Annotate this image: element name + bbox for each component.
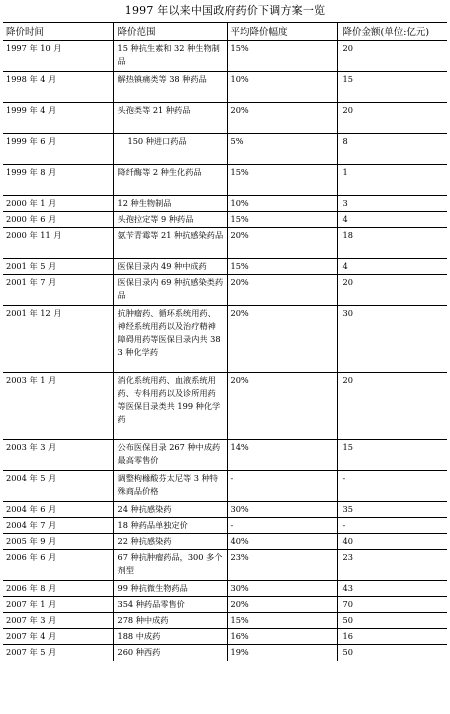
cell-scope: 354 种药品零售价 <box>113 597 227 613</box>
cell-time: 1999 年 8 月 <box>3 165 113 196</box>
cell-amount: 4 <box>337 259 447 275</box>
header-time: 降价时间 <box>3 23 113 41</box>
cell-amount: 50 <box>337 613 447 629</box>
cell-time: 2007 年 5 月 <box>6 647 57 657</box>
cell-time: 2007 年 3 月 <box>3 613 113 629</box>
table-row <box>3 373 447 440</box>
table-row <box>3 212 447 228</box>
table-row <box>3 502 447 518</box>
table-row <box>3 518 447 534</box>
cell-average-cut: 10% <box>227 196 337 212</box>
table-row <box>3 471 447 502</box>
cell-average-cut: - <box>227 471 337 502</box>
cell-average-cut: 15% <box>227 212 337 228</box>
cell-amount: 20 <box>337 103 447 134</box>
cell-amount: 20 <box>337 41 447 72</box>
cell-average-cut: 19% <box>230 647 249 657</box>
cell-time: 2001 年 12 月 <box>3 306 113 373</box>
cell-time: 1998 年 4 月 <box>3 72 113 103</box>
cell-average-cut: 5% <box>227 134 337 165</box>
cell-scope: 67 种抗肿瘤药品，300 多个剂型 <box>113 550 227 581</box>
table-row <box>3 629 447 645</box>
cell-amount: 20 <box>337 275 447 306</box>
cell-scope: 公布医保目录 267 种中成药最高零售价 <box>113 440 227 471</box>
cell-time: 2000 年 1 月 <box>3 196 113 212</box>
cell-scope: 降纤酶等 2 种生化药品 <box>113 165 227 196</box>
cell-amount: 1 <box>337 165 447 196</box>
cell-average-cut: 14% <box>227 440 337 471</box>
cell-amount: 3 <box>337 196 447 212</box>
table-row <box>3 134 447 165</box>
cell-scope: 解热镇痛类等 38 种药品 <box>113 72 227 103</box>
cell-average-cut: 16% <box>227 629 337 645</box>
table-row <box>3 581 447 597</box>
cell-scope: 调整枸橼酸芬太尼等 3 种特殊商品价格 <box>113 471 227 502</box>
cell-scope: 抗肿瘤药、循环系统用药、神经系统用药以及治疗精神障碍用药等医保目录内共 383 种化学药 <box>113 306 227 373</box>
cell-scope: 15 种抗生素和 32 种生物制品 <box>113 41 227 72</box>
header-average-cut: 平均降价幅度 <box>227 23 337 41</box>
cell-amount: 4 <box>337 212 447 228</box>
cell-scope: 18 种药品单独定价 <box>113 518 227 534</box>
cell-scope: 260 种西药 <box>113 645 227 661</box>
cell-time: 2005 年 9 月 <box>3 534 113 550</box>
cell-average-cut: - <box>227 518 337 534</box>
table-row <box>3 534 447 550</box>
cell-time: 2007 年 4 月 <box>3 629 113 645</box>
cell-amount: 15 <box>337 440 447 471</box>
table-row <box>3 228 447 259</box>
table-header-row <box>3 23 447 41</box>
table-row <box>3 72 447 103</box>
table-row <box>3 259 447 275</box>
cell-time: 2003 年 1 月 <box>3 373 113 440</box>
table-row <box>3 41 447 72</box>
cell-amount: 43 <box>337 581 447 597</box>
cell-time: 2000 年 11 月 <box>3 228 113 259</box>
table-row <box>3 550 447 581</box>
cell-scope: 医保目录内 49 种中成药 <box>113 259 227 275</box>
cell-amount: 8 <box>337 134 447 165</box>
cell-average-cut: 20% <box>227 103 337 134</box>
cell-time: 1997 年 10 月 <box>3 41 113 72</box>
cell-average-cut: 30% <box>227 581 337 597</box>
cell-average-cut: 10% <box>227 72 337 103</box>
cell-amount: 30 <box>337 306 447 373</box>
cell-amount: 40 <box>337 534 447 550</box>
cell-time: 2001 年 5 月 <box>3 259 113 275</box>
cell-average-cut: 20% <box>227 228 337 259</box>
cell-scope: 188 中成药 <box>113 629 227 645</box>
table-row <box>3 196 447 212</box>
cell-average-cut: 20% <box>227 597 337 613</box>
cell-average-cut: 15% <box>227 613 337 629</box>
cell-time: 2004 年 7 月 <box>3 518 113 534</box>
cell-amount: 18 <box>337 228 447 259</box>
table-row <box>3 103 447 134</box>
price-cut-table <box>3 22 447 661</box>
cell-amount: - <box>337 471 447 502</box>
cell-time: 2006 年 6 月 <box>3 550 113 581</box>
table-row <box>3 275 447 306</box>
cell-amount: 15 <box>337 72 447 103</box>
cell-scope: 22 种抗感染药 <box>113 534 227 550</box>
cell-time: 2004 年 5 月 <box>3 471 113 502</box>
cell-amount: 70 <box>337 597 447 613</box>
cell-time: 1999 年 6 月 <box>3 134 113 165</box>
table-row <box>3 306 447 373</box>
cell-scope: 99 种抗微生物药品 <box>113 581 227 597</box>
cell-average-cut: 20% <box>227 275 337 306</box>
cell-amount: 23 <box>337 550 447 581</box>
cell-amount: 16 <box>337 629 447 645</box>
cell-scope: 24 种抗感染药 <box>113 502 227 518</box>
cell-scope: 消化系统用药、血液系统用药、专科用药以及诊所用药等医保目录类共 199 种化学药 <box>113 373 227 440</box>
cell-amount: - <box>337 518 447 534</box>
cell-average-cut: 15% <box>227 165 337 196</box>
cell-time: 2007 年 1 月 <box>3 597 113 613</box>
table-row <box>3 440 447 471</box>
header-scope: 降价范围 <box>113 23 227 41</box>
header-amount: 降价金额(单位:亿元) <box>337 23 447 41</box>
cell-time: 2003 年 3 月 <box>3 440 113 471</box>
cell-average-cut: 23% <box>227 550 337 581</box>
cell-average-cut: 20% <box>227 373 337 440</box>
cell-average-cut: 15% <box>227 259 337 275</box>
cell-average-cut: 20% <box>227 306 337 373</box>
cell-amount: 20 <box>337 373 447 440</box>
table-row <box>3 645 447 661</box>
cell-scope: 医保目录内 69 种抗感染类药品 <box>113 275 227 306</box>
cell-scope: 氨苄青霉等 21 种抗感染药品 <box>113 228 227 259</box>
page-title: 1997 年以来中国政府药价下调方案一览 <box>124 4 326 17</box>
cell-average-cut: 30% <box>227 502 337 518</box>
cell-amount: 50 <box>337 645 447 661</box>
cell-time: 2000 年 6 月 <box>3 212 113 228</box>
cell-time: 2001 年 7 月 <box>3 275 113 306</box>
cell-average-cut: 40% <box>227 534 337 550</box>
cell-scope: 12 种生物制品 <box>113 196 227 212</box>
table-row <box>3 597 447 613</box>
cell-scope: 头孢拉定等 9 种药品 <box>113 212 227 228</box>
cell-scope: 头孢类等 21 种药品 <box>113 103 227 134</box>
cell-time: 1999 年 4 月 <box>3 103 113 134</box>
cell-scope: 150 种进口药品 <box>113 134 227 165</box>
table-row <box>3 613 447 629</box>
table-row <box>3 165 447 196</box>
cell-scope: 278 种中成药 <box>113 613 227 629</box>
cell-amount: 35 <box>337 502 447 518</box>
cell-time: 2006 年 8 月 <box>3 581 113 597</box>
cell-average-cut: 15% <box>227 41 337 72</box>
cell-time: 2004 年 6 月 <box>3 502 113 518</box>
